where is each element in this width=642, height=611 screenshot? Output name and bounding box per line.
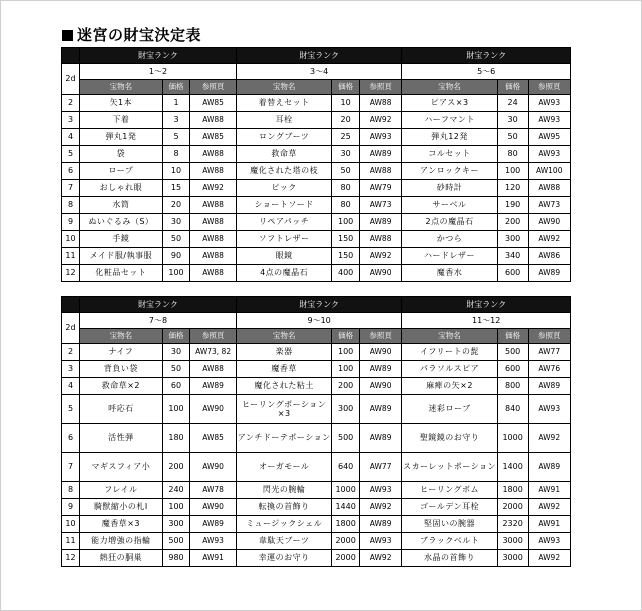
item-name: ピアス×3: [402, 95, 497, 112]
item-price: 20: [332, 112, 360, 129]
item-price: 1400: [497, 453, 528, 482]
item-price: 15: [162, 180, 190, 197]
item-price: 10: [332, 95, 360, 112]
group-header: 財宝ランク: [402, 48, 571, 64]
item-name: 水筒: [80, 197, 163, 214]
item-price: 80: [332, 180, 360, 197]
item-name: ミュージックシェル: [236, 516, 331, 533]
item-name: 聖鏡鏡のお守り: [402, 424, 497, 453]
item-price: 980: [162, 550, 190, 567]
item-price: 24: [497, 95, 528, 112]
item-name: ぬいぐるみ（S）: [80, 214, 163, 231]
roll-value: 7: [62, 180, 80, 197]
item-price: 300: [332, 395, 360, 424]
item-price: 50: [497, 129, 528, 146]
roll-value: 5: [62, 395, 80, 424]
item-price: 2000: [332, 550, 360, 567]
item-name: かつら: [402, 231, 497, 248]
item-name: アンロックキー: [402, 163, 497, 180]
item-name: フレイル: [80, 482, 163, 499]
item-name: 魔香草×3: [80, 516, 163, 533]
item-price: 1000: [497, 424, 528, 453]
roll-value: 10: [62, 516, 80, 533]
item-name: 弾丸12発: [402, 129, 497, 146]
item-page: AW93: [190, 533, 237, 550]
item-name: 能力増強の指輪: [80, 533, 163, 550]
item-name: 弾丸1発: [80, 129, 163, 146]
item-price: 1800: [332, 516, 360, 533]
table-row: [62, 453, 571, 482]
item-price: 100: [332, 214, 360, 231]
item-page: AW88: [190, 248, 237, 265]
roll-value: 11: [62, 533, 80, 550]
item-price: 1440: [332, 499, 360, 516]
item-page: AW73: [359, 197, 401, 214]
rank-range: 11～12: [402, 313, 571, 329]
item-page: AW91: [528, 482, 571, 499]
col-header-name: 宝物名: [80, 80, 163, 95]
table-row: [62, 395, 571, 424]
item-page: AW88: [190, 361, 237, 378]
item-price: 1: [162, 95, 190, 112]
roll-value: 3: [62, 361, 80, 378]
roll-value: 12: [62, 550, 80, 567]
item-name: 迷彩ローブ: [402, 395, 497, 424]
item-name: リペアパッチ: [236, 214, 331, 231]
item-name: 眼鏡: [236, 248, 331, 265]
item-name: 楽器: [236, 344, 331, 361]
item-name: オーガモール: [236, 453, 331, 482]
item-page: AW89: [359, 214, 401, 231]
item-page: AW92: [528, 231, 571, 248]
item-price: 2000: [332, 533, 360, 550]
col-header-name: 宝物名: [80, 329, 163, 344]
item-name: 魔化された塔の枝: [236, 163, 331, 180]
item-price: 1800: [497, 482, 528, 499]
table-row: [62, 499, 571, 516]
item-name: おしゃれ眼: [80, 180, 163, 197]
item-price: 600: [497, 361, 528, 378]
item-page: AW78: [190, 482, 237, 499]
item-price: 100: [332, 361, 360, 378]
table-row: [62, 112, 571, 129]
roll-value: 6: [62, 163, 80, 180]
page-title: [62, 24, 201, 45]
col-header-page: 参照頁: [190, 80, 237, 95]
table-row: [62, 95, 571, 112]
item-name: ハーフマント: [402, 112, 497, 129]
item-page: AW92: [528, 424, 571, 453]
item-page: AW91: [190, 550, 237, 567]
item-page: AW90: [190, 453, 237, 482]
item-price: 50: [332, 163, 360, 180]
item-name: ハードレザー: [402, 248, 497, 265]
table-row: [62, 550, 571, 567]
item-page: AW86: [528, 248, 571, 265]
item-name: 韋駄天ブーツ: [236, 533, 331, 550]
item-price: 80: [332, 197, 360, 214]
col-header-page: 参照頁: [359, 80, 401, 95]
rank-range: 7～8: [80, 313, 237, 329]
item-page: AW73: [528, 197, 571, 214]
item-name: 堅固いの腕器: [402, 516, 497, 533]
item-page: AW89: [359, 146, 401, 163]
item-name: メイド服/執事服: [80, 248, 163, 265]
col-header-page: 参照頁: [359, 329, 401, 344]
item-name: ブラックベルト: [402, 533, 497, 550]
rank-range: 3～4: [236, 64, 401, 80]
item-page: AW88: [359, 163, 401, 180]
item-price: 300: [162, 516, 190, 533]
item-price: 3000: [497, 550, 528, 567]
item-name: イフリートの髭: [402, 344, 497, 361]
item-price: 150: [332, 248, 360, 265]
item-page: AW92: [359, 550, 401, 567]
item-page: AW89: [528, 453, 571, 482]
item-name: ヒーリングボム: [402, 482, 497, 499]
item-name: 活性弾: [80, 424, 163, 453]
item-price: 30: [497, 112, 528, 129]
item-page: AW92: [359, 248, 401, 265]
roll-value: 4: [62, 378, 80, 395]
item-price: 8: [162, 146, 190, 163]
item-price: 30: [162, 344, 190, 361]
item-name: 魔香水: [402, 265, 497, 282]
item-page: AW89: [359, 361, 401, 378]
col-header-price: 価格: [332, 329, 360, 344]
item-name: ロープ: [80, 163, 163, 180]
table-row: [62, 163, 571, 180]
roll-value: 2: [62, 95, 80, 112]
item-page: AW76: [528, 361, 571, 378]
item-name: ヒーリングポーション×3: [236, 395, 331, 424]
item-name: 転換の首飾り: [236, 499, 331, 516]
item-page: AW88: [528, 180, 571, 197]
item-page: AW88: [190, 214, 237, 231]
item-price: 90: [162, 248, 190, 265]
corner-cell: [62, 48, 80, 64]
item-name: 化粧品セット: [80, 265, 163, 282]
item-price: 100: [332, 344, 360, 361]
item-name: ショートソード: [236, 197, 331, 214]
item-price: 30: [332, 146, 360, 163]
group-header: 財宝ランク: [236, 297, 401, 313]
item-page: AW92: [359, 112, 401, 129]
item-name: 熱狂の胴巣: [80, 550, 163, 567]
item-page: AW93: [359, 533, 401, 550]
table-row: [62, 265, 571, 282]
item-price: 300: [497, 231, 528, 248]
item-name: 背負い袋: [80, 361, 163, 378]
item-name: ピック: [236, 180, 331, 197]
item-price: 600: [497, 265, 528, 282]
item-name: 魔香草: [236, 361, 331, 378]
table-row: [62, 231, 571, 248]
item-page: AW88: [190, 231, 237, 248]
item-name: 砂時計: [402, 180, 497, 197]
item-price: 500: [332, 424, 360, 453]
item-name: ゴールデン耳栓: [402, 499, 497, 516]
black-square-icon: [62, 30, 73, 41]
roll-value: 3: [62, 112, 80, 129]
item-price: 50: [162, 361, 190, 378]
table-row: [62, 248, 571, 265]
table-row: [62, 533, 571, 550]
item-price: 100: [162, 499, 190, 516]
item-price: 60: [162, 378, 190, 395]
roll-value: 5: [62, 146, 80, 163]
table-row: [62, 180, 571, 197]
item-page: AW93: [359, 482, 401, 499]
col-header-price: 価格: [332, 80, 360, 95]
item-name: 耳栓: [236, 112, 331, 129]
item-price: 1000: [332, 482, 360, 499]
item-page: AW90: [359, 344, 401, 361]
table-row: [62, 146, 571, 163]
item-page: AW90: [359, 265, 401, 282]
col-header-page: 参照頁: [528, 80, 571, 95]
roll-value: 8: [62, 482, 80, 499]
item-price: 640: [332, 453, 360, 482]
item-page: AW89: [190, 378, 237, 395]
roll-value: 12: [62, 265, 80, 282]
item-name: 着替えセット: [236, 95, 331, 112]
col-header-price: 価格: [162, 329, 190, 344]
col-header-name: 宝物名: [236, 80, 331, 95]
item-page: AW93: [528, 146, 571, 163]
item-name: 救命草×2: [80, 378, 163, 395]
dice-label: 2d: [62, 313, 80, 344]
group-header: 財宝ランク: [80, 297, 237, 313]
item-name: 救命草: [236, 146, 331, 163]
item-price: 2000: [497, 499, 528, 516]
item-page: AW88: [359, 231, 401, 248]
item-page: AW89: [190, 516, 237, 533]
item-price: 50: [162, 231, 190, 248]
item-name: 魔化された粘土: [236, 378, 331, 395]
rank-range: 5～6: [402, 64, 571, 80]
item-page: AW93: [359, 129, 401, 146]
item-price: 190: [497, 197, 528, 214]
roll-value: 6: [62, 424, 80, 453]
item-price: 340: [497, 248, 528, 265]
item-price: 500: [162, 533, 190, 550]
item-price: 150: [332, 231, 360, 248]
group-header: 財宝ランク: [236, 48, 401, 64]
item-name: コルセット: [402, 146, 497, 163]
table-row: [62, 378, 571, 395]
roll-value: 11: [62, 248, 80, 265]
treasure-table-2: [61, 296, 571, 567]
item-price: 25: [332, 129, 360, 146]
roll-value: 2: [62, 344, 80, 361]
item-name: スカーレットポーション: [402, 453, 497, 482]
item-name: 4点の魔晶石: [236, 265, 331, 282]
item-name: 幸運のお守り: [236, 550, 331, 567]
group-header: 財宝ランク: [80, 48, 237, 64]
item-page: AW89: [528, 378, 571, 395]
item-name: アンチドーテポーション: [236, 424, 331, 453]
item-price: 200: [332, 378, 360, 395]
table-row: [62, 482, 571, 499]
roll-value: 4: [62, 129, 80, 146]
item-name: 麻痺の矢×2: [402, 378, 497, 395]
item-page: AW85: [190, 129, 237, 146]
item-page: AW93: [528, 95, 571, 112]
col-header-price: 価格: [497, 329, 528, 344]
table-row: [62, 361, 571, 378]
item-price: 200: [162, 453, 190, 482]
rank-range: 1～2: [80, 64, 237, 80]
item-price: 500: [497, 344, 528, 361]
item-price: 800: [497, 378, 528, 395]
table-row: [62, 424, 571, 453]
item-page: AW90: [359, 378, 401, 395]
item-price: 120: [497, 180, 528, 197]
item-price: 180: [162, 424, 190, 453]
roll-value: 7: [62, 453, 80, 482]
item-name: ナイフ: [80, 344, 163, 361]
item-page: AW91: [528, 516, 571, 533]
item-page: AW90: [528, 214, 571, 231]
item-price: 100: [162, 265, 190, 282]
item-price: 100: [497, 163, 528, 180]
item-page: AW88: [190, 197, 237, 214]
item-name: 2点の魔晶石: [402, 214, 497, 231]
item-name: 袋: [80, 146, 163, 163]
item-page: AW85: [190, 424, 237, 453]
roll-value: 10: [62, 231, 80, 248]
item-page: AW95: [528, 129, 571, 146]
col-header-page: 参照頁: [528, 329, 571, 344]
item-page: AW100: [528, 163, 571, 180]
item-name: 矢1本: [80, 95, 163, 112]
item-page: AW85: [190, 95, 237, 112]
item-page: AW90: [190, 395, 237, 424]
item-page: AW93: [528, 112, 571, 129]
item-page: AW92: [528, 550, 571, 567]
item-name: 閃光の腕輪: [236, 482, 331, 499]
item-page: AW88: [190, 146, 237, 163]
item-page: AW73, 82: [190, 344, 237, 361]
item-page: AW77: [359, 453, 401, 482]
item-page: AW88: [359, 95, 401, 112]
item-price: 80: [497, 146, 528, 163]
item-price: 10: [162, 163, 190, 180]
treasure-table-1: [61, 47, 571, 282]
rank-range: 9～10: [236, 313, 401, 329]
corner-cell: [62, 297, 80, 313]
col-header-name: 宝物名: [402, 329, 497, 344]
item-name: ソフトレザー: [236, 231, 331, 248]
item-page: AW79: [359, 180, 401, 197]
item-name: 水晶の首飾り: [402, 550, 497, 567]
item-price: 20: [162, 197, 190, 214]
roll-value: 9: [62, 214, 80, 231]
item-price: 3000: [497, 533, 528, 550]
item-page: AW92: [190, 180, 237, 197]
item-price: 30: [162, 214, 190, 231]
item-page: AW88: [190, 265, 237, 282]
item-price: 400: [332, 265, 360, 282]
item-name: パラソルスピア: [402, 361, 497, 378]
item-price: 2320: [497, 516, 528, 533]
item-page: AW93: [528, 395, 571, 424]
item-price: 3: [162, 112, 190, 129]
table-row: [62, 516, 571, 533]
item-page: AW92: [359, 499, 401, 516]
item-page: AW89: [359, 395, 401, 424]
item-page: AW89: [359, 424, 401, 453]
roll-value: 8: [62, 197, 80, 214]
item-name: 呼応石: [80, 395, 163, 424]
item-page: AW89: [528, 265, 571, 282]
item-name: 騎獣縮小の札Ⅰ: [80, 499, 163, 516]
col-header-price: 価格: [497, 80, 528, 95]
item-price: 240: [162, 482, 190, 499]
item-page: AW89: [359, 516, 401, 533]
item-price: 200: [497, 214, 528, 231]
table-row: [62, 129, 571, 146]
item-page: AW88: [190, 112, 237, 129]
item-page: AW90: [190, 499, 237, 516]
item-price: 5: [162, 129, 190, 146]
table-row: [62, 214, 571, 231]
item-price: 840: [497, 395, 528, 424]
group-header: 財宝ランク: [402, 297, 571, 313]
col-header-name: 宝物名: [236, 329, 331, 344]
table-row: [62, 197, 571, 214]
item-name: 手鏡: [80, 231, 163, 248]
col-header-price: 価格: [162, 80, 190, 95]
item-name: サーベル: [402, 197, 497, 214]
item-name: マギスフィア小: [80, 453, 163, 482]
page-title-text: 迷宮の財宝決定表: [77, 26, 202, 44]
item-page: AW92: [528, 499, 571, 516]
item-page: AW93: [528, 533, 571, 550]
item-name: ロングブーツ: [236, 129, 331, 146]
col-header-name: 宝物名: [402, 80, 497, 95]
table-row: [62, 344, 571, 361]
col-header-page: 参照頁: [190, 329, 237, 344]
item-name: 下着: [80, 112, 163, 129]
item-page: AW88: [190, 163, 237, 180]
roll-value: 9: [62, 499, 80, 516]
dice-label: 2d: [62, 64, 80, 95]
item-page: AW77: [528, 344, 571, 361]
item-price: 100: [162, 395, 190, 424]
